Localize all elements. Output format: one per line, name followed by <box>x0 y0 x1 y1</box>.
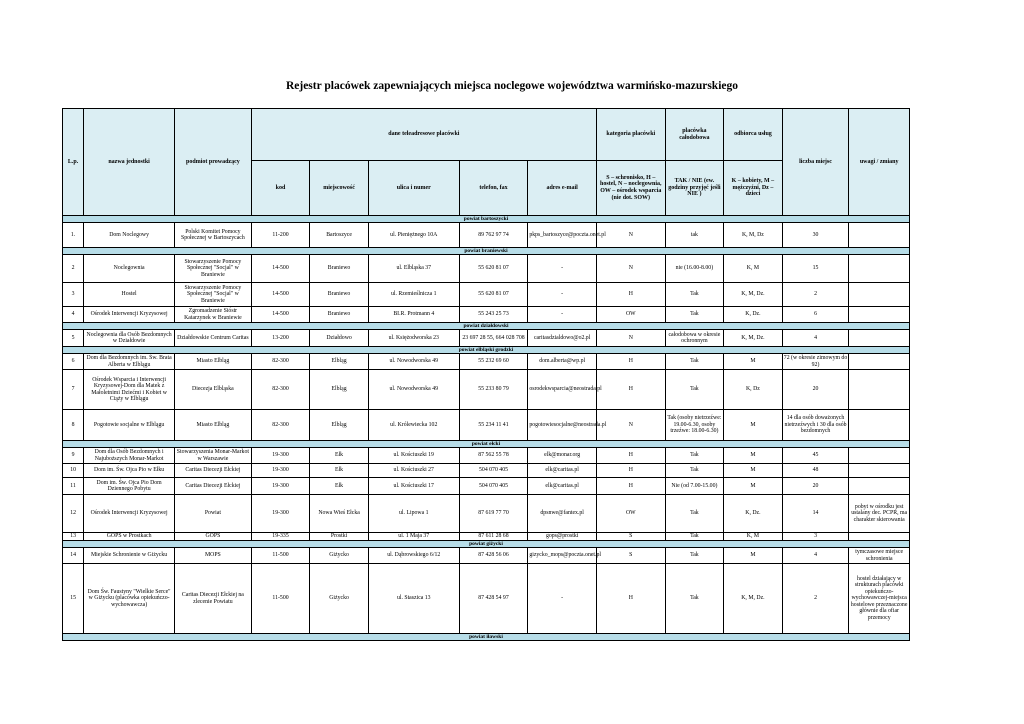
cell-uwagi <box>849 370 910 410</box>
cell-nazwa: Dom im. Św. Ojca Pio Dom Dziennego Pobytu <box>84 478 175 495</box>
table-row <box>63 495 910 533</box>
header-ulica: ulica i numer <box>368 161 459 216</box>
cell-uwagi: tymczasowe miejsce schronienia <box>849 548 910 564</box>
cell-uwagi <box>849 410 910 441</box>
cell-nazwa: Miejskie Schronienie w Giżycku <box>84 548 175 564</box>
header-calodobowa-legend: TAK / NIE (ew. godziny przyjęć jeśli NIE ) <box>665 161 724 216</box>
cell-email: caritasdzialdowo@o2.pl <box>528 330 597 347</box>
cell-miejscowosc: Elbląg <box>310 354 369 370</box>
cell-liczba: 2 <box>782 564 849 634</box>
cell-podmiot: Polski Komitet Pomocy Społecznej w Bartoszycach <box>175 223 252 248</box>
header-telefon: telefon, fax <box>459 161 528 216</box>
cell-ulica: ul. Kościuszki 27 <box>368 464 459 478</box>
cell-telefon: 55 243 25 73 <box>459 307 528 323</box>
cell-liczba: 45 <box>782 448 849 464</box>
cell-podmiot: Miasto Elbląg <box>175 354 252 370</box>
cell-kod: 19-300 <box>251 464 310 478</box>
cell-telefon: 55 620 81 07 <box>459 283 528 307</box>
cell-telefon: 504 070 405 <box>459 478 528 495</box>
cell-uwagi <box>849 354 910 370</box>
cell-podmiot: Caritas Diecezji Ełckiej <box>175 478 252 495</box>
cell-lp: 13 <box>63 533 84 541</box>
cell-liczba: 15 <box>782 255 849 283</box>
cell-odbiorca: M <box>724 478 783 495</box>
cell-telefon: 87 562 55 78 <box>459 448 528 464</box>
section-label: powiat iławski <box>63 634 910 641</box>
register-table <box>62 108 910 641</box>
cell-kod: 82-300 <box>251 354 310 370</box>
cell-lp: 14 <box>63 548 84 564</box>
cell-email: - <box>528 564 597 634</box>
cell-kategoria: H <box>596 564 665 634</box>
section-label: powiat giżycki <box>63 541 910 548</box>
cell-calodobowa: tak <box>665 223 724 248</box>
table-row <box>63 370 910 410</box>
cell-kategoria: N <box>596 255 665 283</box>
cell-lp: 12 <box>63 495 84 533</box>
cell-nazwa: Dom im. Św. Ojca Pio w Ełku <box>84 464 175 478</box>
cell-ulica: ul. Księżodworska 23 <box>368 330 459 347</box>
cell-odbiorca: K, Dz. <box>724 495 783 533</box>
cell-kategoria: N <box>596 223 665 248</box>
cell-lp: 2 <box>63 255 84 283</box>
table-row <box>63 255 910 283</box>
cell-uwagi <box>849 307 910 323</box>
cell-liczba: 14 dla osób doważonych nietrzeźwych i 30 dla osób bezdomnych <box>782 410 849 441</box>
cell-podmiot: Stowarzyszenie Pomocy Społecznej "Socjal" w Braniewie <box>175 255 252 283</box>
cell-miejscowosc: Nowa Wieś Ełcka <box>310 495 369 533</box>
table-row <box>63 283 910 307</box>
cell-nazwa: Dom Noclegowy <box>84 223 175 248</box>
cell-kod: 19-300 <box>251 495 310 533</box>
cell-kategoria: N <box>596 330 665 347</box>
page-title: Rejestr placówek zapewniających miejsca noclegowe województwa warmińsko-mazurskiego <box>285 80 739 92</box>
header-dane-teleadresowe: dane teleadresowe placówki <box>251 109 596 161</box>
cell-odbiorca: K, M, Dz. <box>724 564 783 634</box>
cell-kod: 19-300 <box>251 478 310 495</box>
cell-odbiorca: M <box>724 354 783 370</box>
cell-telefon: 55 620 81 07 <box>459 255 528 283</box>
cell-lp: 3 <box>63 283 84 307</box>
cell-kategoria: S <box>596 548 665 564</box>
header-calodobowa: placówka całodobowa <box>665 109 724 161</box>
cell-calodobowa: całodobowa w okresie ochronnym <box>665 330 724 347</box>
cell-lp: 11 <box>63 478 84 495</box>
cell-telefon: 55 232 69 60 <box>459 354 528 370</box>
table-row <box>63 223 910 248</box>
cell-odbiorca: M <box>724 448 783 464</box>
cell-liczba: 72 (w okresie zimowym do 92) <box>783 355 848 368</box>
cell-kod: 82-300 <box>251 410 310 441</box>
cell-kod: 82-300 <box>251 370 310 410</box>
cell-podmiot: Diecezja Elbląska <box>175 370 252 410</box>
cell-lp: 7 <box>63 370 84 410</box>
cell-ulica: ul. 1 Maja 37 <box>368 533 459 541</box>
cell-lp: 10 <box>63 464 84 478</box>
cell-miejscowosc: Giżycko <box>310 548 369 564</box>
cell-lp: 4 <box>63 307 84 323</box>
cell-calodobowa: Tak <box>665 307 724 323</box>
cell-email: osrodekwsparcia@neostrada.pl <box>528 370 597 410</box>
cell-email: pogotowiesocjalne@neostrada.pl <box>528 410 597 441</box>
cell-lp: 8 <box>63 410 84 441</box>
cell-uwagi <box>849 255 910 283</box>
cell-uwagi <box>849 283 910 307</box>
cell-email: gops@prostki <box>528 533 597 541</box>
cell-kategoria: H <box>596 464 665 478</box>
cell-miejscowosc: Braniewo <box>310 283 369 307</box>
cell-telefon: 55 233 80 79 <box>459 370 528 410</box>
cell-liczba: 14 <box>782 495 849 533</box>
cell-liczba: 3 <box>782 533 849 541</box>
header-nazwa: nazwa jednostki <box>84 109 175 216</box>
cell-calodobowa: Tak <box>665 448 724 464</box>
cell-uwagi <box>849 223 910 248</box>
cell-podmiot: Działdowskie Centrum Caritas <box>175 330 252 347</box>
cell-calodobowa: Tak <box>665 370 724 410</box>
cell-miejscowosc: Giżycko <box>310 564 369 634</box>
header-kategoria: kategoria placówki <box>596 109 665 161</box>
cell-ulica: BI.R. Protmann 4 <box>368 307 459 323</box>
table-row <box>63 464 910 478</box>
table-row <box>63 564 910 634</box>
cell-telefon: 55 234 11 41 <box>459 410 528 441</box>
cell-podmiot: Stowarzyszenie Pomocy Społecznej "Socjal" w Braniewie <box>175 283 252 307</box>
cell-telefon: 504 070 405 <box>459 464 528 478</box>
cell-nazwa: GOPS w Prostkach <box>84 533 175 541</box>
cell-podmiot: GOPS <box>175 533 252 541</box>
cell-ulica: ul. Pieniężnego 10A <box>368 223 459 248</box>
cell-miejscowosc: Elbląg <box>310 370 369 410</box>
cell-liczba: 2 <box>782 283 849 307</box>
table-row <box>63 533 910 541</box>
cell-nazwa: Hostel <box>84 283 175 307</box>
cell-email: dom.alberta@wp.pl <box>528 354 597 370</box>
cell-miejscowosc: Elbląg <box>310 410 369 441</box>
cell-kod: 11-500 <box>251 564 310 634</box>
cell-ulica: ul. Staszica 13 <box>368 564 459 634</box>
section-label: powiat działdowski <box>63 323 910 330</box>
cell-calodobowa: Tak (osoby nietrzeźwe: 19.00-6.30, osoby trzeźwe: 18.00-6.30) <box>665 410 724 441</box>
cell-telefon: 87 611 28 68 <box>459 533 528 541</box>
cell-kod: 14-500 <box>251 307 310 323</box>
header-odbiorca: odbiorca usług <box>724 109 783 161</box>
cell-email: gizycko_mops@poczta.onet.pl <box>528 548 597 564</box>
cell-podmiot: Stowarzyszenia Monar-Markot w Warszawie <box>175 448 252 464</box>
section-label: powiat braniewski <box>63 248 910 255</box>
table-row <box>63 548 910 564</box>
cell-calodobowa: Tak <box>665 495 724 533</box>
section-row <box>63 541 910 548</box>
cell-nazwa: Dom dla Bezdomnych im. Św. Brata Alberta w Elblągu <box>84 354 175 370</box>
cell-miejscowosc: Działdowo <box>310 330 369 347</box>
cell-ulica: ul. Kościuszki 19 <box>368 448 459 464</box>
header-lp: L.p. <box>63 109 84 216</box>
header-uwagi: uwagi / zmiany <box>849 109 910 216</box>
table-row <box>63 354 910 370</box>
table-row <box>63 307 910 323</box>
cell-email: pkps_bartoszyce@poczta.onet.pl <box>528 223 597 248</box>
cell-kategoria: S <box>596 533 665 541</box>
cell-nazwa: Ośrodek Wsparcia i Interwencji Kryzysowej-Dom dla Matek z Małoletnimi Dziećmi i Kobiet w Ciąży w Elblągu <box>84 370 175 410</box>
cell-email: dpsnwe@fantex.pl <box>528 495 597 533</box>
cell-ulica: ul. Dąbrowskiego 6/12 <box>368 548 459 564</box>
cell-lp: 15 <box>63 564 84 634</box>
cell-telefon: 87 428 56 06 <box>459 548 528 564</box>
cell-odbiorca: K, M <box>724 255 783 283</box>
table-row <box>63 448 910 464</box>
cell-kategoria: N <box>596 410 665 441</box>
cell-miejscowosc: Braniewo <box>310 255 369 283</box>
header-kod: kod <box>251 161 310 216</box>
cell-lp: 5 <box>63 330 84 347</box>
cell-calodobowa: Tak <box>665 354 724 370</box>
cell-calodobowa: Tak <box>665 464 724 478</box>
cell-kategoria: H <box>596 370 665 410</box>
cell-podmiot: Powiat <box>175 495 252 533</box>
cell-uwagi: hostel działający w strukturach placówki opiekuńczo-wychowawczej-miejsca hostelowe przeznaczone głównie dla ofiar przemocy <box>849 564 910 634</box>
cell-ulica: ul. Kościuszki 17 <box>368 478 459 495</box>
header-email: adres e-mail <box>528 161 597 216</box>
cell-uwagi <box>849 448 910 464</box>
cell-miejscowosc: Prostki <box>310 533 369 541</box>
cell-odbiorca: M <box>724 410 783 441</box>
cell-telefon: 87 619 77 70 <box>459 495 528 533</box>
cell-kod: 14-500 <box>251 255 310 283</box>
cell-podmiot: MOPS <box>175 548 252 564</box>
cell-uwagi: pobyt w ośrodku jest ustalany dec. PCPR, ma charakter skierowania <box>849 495 910 533</box>
cell-podmiot: Miasto Elbląg <box>175 410 252 441</box>
cell-calodobowa: Nie (od 7.00-15.00) <box>665 478 724 495</box>
cell-miejscowosc: Bartoszyce <box>310 223 369 248</box>
cell-lp: 1. <box>63 223 84 248</box>
section-label: powiat bartoszycki <box>63 216 910 223</box>
cell-calodobowa: Tak <box>665 533 724 541</box>
cell-email: - <box>528 307 597 323</box>
cell-kategoria: OW <box>596 495 665 533</box>
cell-odbiorca: K, Dz <box>724 370 783 410</box>
cell-miejscowosc: Ełk <box>310 478 369 495</box>
header-row-top <box>63 109 910 161</box>
cell-miejscowosc: Braniewo <box>310 307 369 323</box>
cell-nazwa: Dom Św. Faustyny "Wielkie Serce" w Giżycku (placówka opiekuńczo-wychowawcza) <box>84 564 175 634</box>
cell-calodobowa: Tak <box>665 548 724 564</box>
cell-ulica: ul. Nowodworska 49 <box>368 354 459 370</box>
cell-odbiorca: K, M, Dz. <box>724 283 783 307</box>
cell-odbiorca: M <box>724 464 783 478</box>
cell-miejscowosc: Ełk <box>310 464 369 478</box>
section-label: powiat ełcki <box>63 441 910 448</box>
cell-ulica: ul. Nowodworska 49 <box>368 370 459 410</box>
cell-kod: 19-300 <box>251 448 310 464</box>
cell-liczba: 6 <box>782 307 849 323</box>
cell-liczba: 30 <box>782 223 849 248</box>
cell-telefon: 89 762 97 74 <box>459 223 528 248</box>
cell-liczba: 48 <box>782 464 849 478</box>
cell-liczba: 20 <box>782 478 849 495</box>
table-row <box>63 478 910 495</box>
cell-liczba: 4 <box>782 330 849 347</box>
cell-miejscowosc: Ełk <box>310 448 369 464</box>
section-row <box>63 216 910 223</box>
cell-nazwa: Noclegownia dla Osób Bezdomnych w Działdowie <box>84 330 175 347</box>
cell-liczba: 4 <box>782 548 849 564</box>
cell-kod: 19-335 <box>251 533 310 541</box>
cell-email: - <box>528 283 597 307</box>
cell-kod: 11-500 <box>251 548 310 564</box>
cell-kategoria: H <box>596 448 665 464</box>
section-row <box>63 634 910 641</box>
cell-lp: 9 <box>63 448 84 464</box>
cell-ulica: ul. Lipowa 1 <box>368 495 459 533</box>
cell-odbiorca: M <box>724 548 783 564</box>
cell-odbiorca: K, M, Dz <box>724 223 783 248</box>
cell-calodobowa: Tak <box>665 283 724 307</box>
cell-telefon: 87 428 54 97 <box>459 564 528 634</box>
cell-calodobowa: nie (16.00-8.00) <box>665 255 724 283</box>
cell-kod: 13-200 <box>251 330 310 347</box>
section-row <box>63 323 910 330</box>
cell-uwagi <box>849 464 910 478</box>
cell-kod: 11-200 <box>251 223 310 248</box>
cell-email: elk@caritas.pl <box>528 464 597 478</box>
header-kategoria-legend: S – schronisko, H – hostel, N – noclegownia, OW – ośrodek wsparcia (nie dot. SOW) <box>596 161 665 216</box>
cell-kategoria: H <box>596 354 665 370</box>
cell-uwagi <box>849 533 910 541</box>
cell-podmiot: Zgromadzenie Sióstr Katarzynek w Braniewie <box>175 307 252 323</box>
cell-email: - <box>528 255 597 283</box>
cell-email: elk@caritas.pl <box>528 478 597 495</box>
cell-nazwa: Pogotowie socjalne w Elblągu <box>84 410 175 441</box>
table-row <box>63 410 910 441</box>
cell-ulica: ul. Elbląska 37 <box>368 255 459 283</box>
cell-podmiot: Caritas Diecezji Ełckiej na zlecenie Powiatu <box>175 564 252 634</box>
cell-odbiorca: K, M, Dz. <box>724 330 783 347</box>
cell-kod: 14-500 <box>251 283 310 307</box>
section-row <box>63 248 910 255</box>
cell-nazwa: Ośrodek Interwencji Kryzysowej <box>84 495 175 533</box>
cell-kategoria: H <box>596 478 665 495</box>
cell-ulica: ul. Królewiecka 102 <box>368 410 459 441</box>
cell-podmiot: Caritas Diecezji Ełckiej <box>175 464 252 478</box>
section-row <box>63 441 910 448</box>
header-odbiorca-legend: K – kobiety, M – mężczyźni, Dz – dzieci <box>724 161 783 216</box>
header-miejscowosc: miejscowość <box>310 161 369 216</box>
cell-nazwa: Ośrodek Interwencji Kryzysowej <box>84 307 175 323</box>
header-liczba: liczba miejsc <box>782 109 849 216</box>
cell-lp: 6 <box>63 354 84 370</box>
cell-kategoria: OW <box>596 307 665 323</box>
cell-nazwa: Noclegownia <box>84 255 175 283</box>
cell-nazwa: Dom dla Osób Bezdomnych i Najuboższych Monar-Markot <box>84 448 175 464</box>
cell-odbiorca: K, M <box>724 533 783 541</box>
cell-telefon: 23 697 28 55, 664 028 708 <box>459 330 528 347</box>
cell-uwagi <box>849 478 910 495</box>
header-podmiot: podmiot prowadzący <box>175 109 252 216</box>
cell-kategoria: H <box>596 283 665 307</box>
section-label: powiat elbląski grodzki <box>63 347 910 354</box>
cell-uwagi <box>849 330 910 347</box>
cell-email: elk@monar.org <box>528 448 597 464</box>
cell-calodobowa: Tak <box>665 564 724 634</box>
section-row <box>63 347 910 354</box>
cell-ulica: ul. Rzemieślnicza 1 <box>368 283 459 307</box>
cell-odbiorca: K, Dz. <box>724 307 783 323</box>
table-row <box>63 330 910 347</box>
cell-liczba: 20 <box>782 370 849 410</box>
